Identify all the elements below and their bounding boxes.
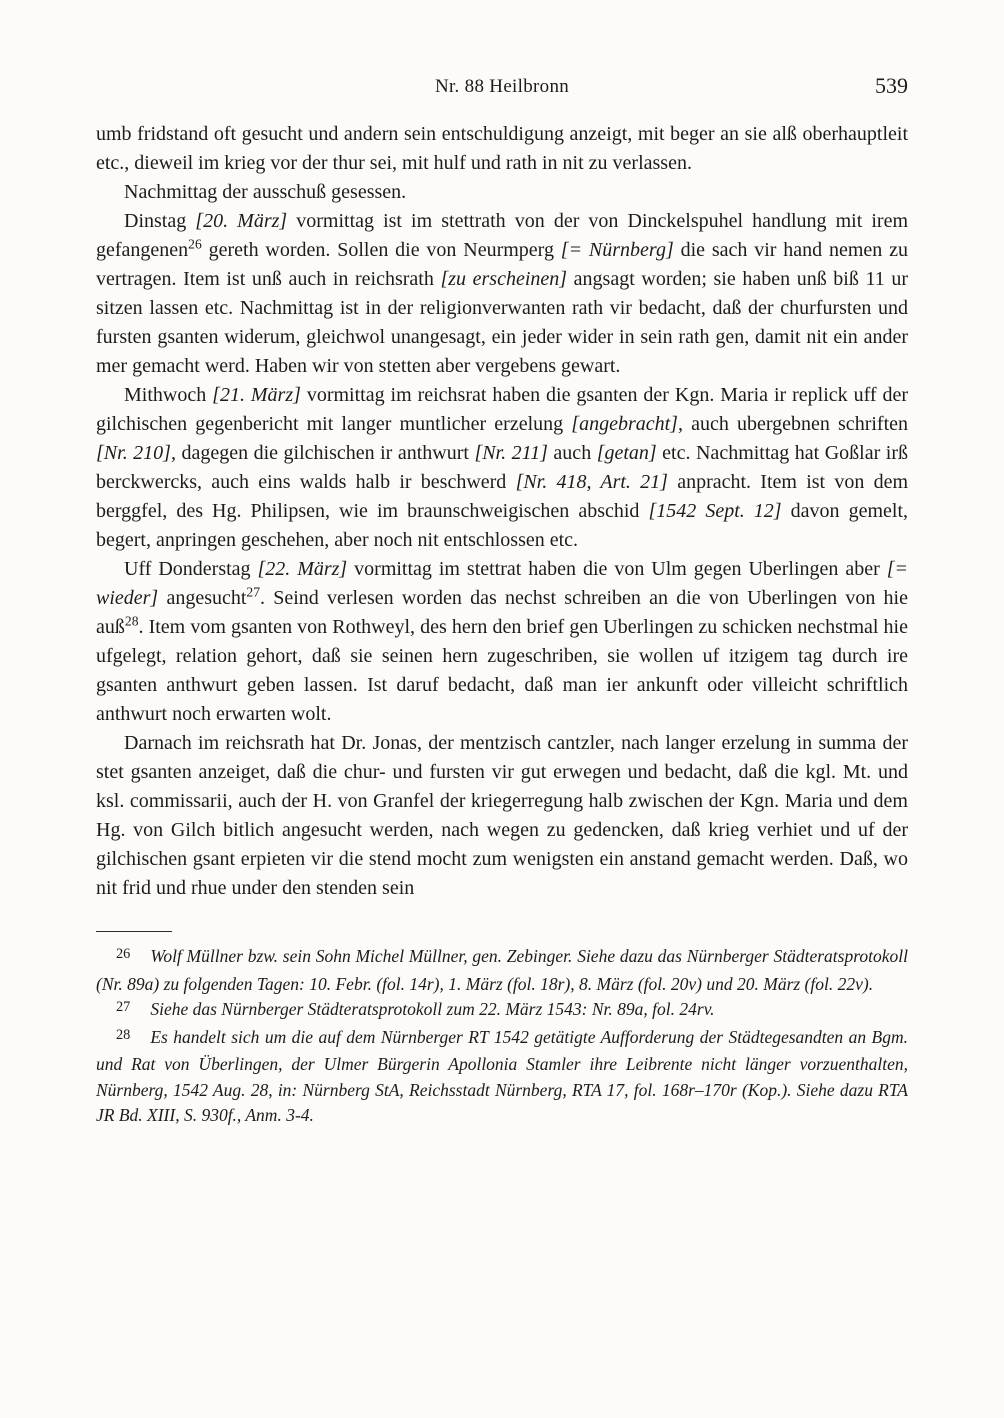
footnote-marker: 28 bbox=[124, 613, 139, 629]
paragraph: Uff Donderstag [22. März] vormittag im stettrat haben die von Ulm gegen Uberlingen aber [= wieder] angesucht$^{27}$. Seind verlesen worden das nechst schreiben an die von Uberlingen von hie auß$^{28}$. Item vom gsanten von Rothweyl, des hern den brief gen Uberlingen zu schicken nechstmal hie ufgelegt, relation gehort, daß sie seinen hern zugeschriben, sie wollen uf itzigem tag durch ire gsanten anthwurt geben lassen. Ist daruf bedacht, daß man ier ankunft oder villeicht schriftlich anthwurt noch erwarten wolt. bbox=[96, 558, 908, 725]
main-text bbox=[96, 120, 908, 903]
footnote-number: 26 bbox=[116, 946, 131, 962]
paragraph: Nachmittag der ausschuß gesessen. bbox=[124, 181, 407, 203]
paragraph: Dinstag [20. März] vormittag ist im stettrath von der von Dinckelspuhel handlung mit irem gefangenen$^{26}$ gereth worden. Sollen die von Neurmperg [= Nürnberg] die sach vir hand nemen zu vertragen. Item ist unß auch in reichsrath [zu erscheinen] angsagt worden; sie haben unß biß 11 ur sitzen lassen etc. Nachmittag ist in der religionverwanten rath vir bedacht, daß der churfursten und fursten gsanten widerum, gleichwol unangesagt, ein jeder wider in sein rath gen, damit nit ein ander mer gemacht werd. Haben wir von stetten aber vergebens gewart. bbox=[96, 210, 909, 377]
paragraph: Mithwoch [21. März] vormittag im reichsrat haben die gsanten der Kgn. Maria ir replick uff der gilchischen gegenbericht mit langer muntlicher erzelung [angebracht], auch ubergebnen schriften [Nr. 210], dagegen die gilchischen ir anthwurt [Nr. 211] auch [getan] etc. Nachmittag hat Goßlar irß berckwercks, auch eins walds halb ir beschwerd [Nr. 418, Art. 21] anpracht. Item ist von dem berggfel, des Hg. Philipsen, wie im braunschweigischen abschid [1542 Sept. 12] davon gemelt, begert, anpringen geschehen, aber noch nit entschlossen etc. bbox=[96, 384, 909, 551]
footnote: $^{28}$ Es handelt sich um die auf dem Nürnberger RT 1542 getätigte Aufforderung der Städtegesandten an Bgm. und Rat von Überlingen, der Ulmer Bürgerin Apollonia Stamler ihre Leibrente nicht länger vorzuenthalten, Nürnberg, 1542 Aug. 28, in: Nürnberg StA, Reichsstadt Nürnberg, RTA 17, fol. 168r–170r (Kop.). Siehe dazu RTA JR Bd. XIII, S. 930f., Anm. 3-4. bbox=[96, 1026, 908, 1125]
footnote: $^{27}$ Siehe das Nürnberger Städteratsprotokoll zum 22. März 1543: Nr. 89a, fol. 24rv. bbox=[116, 999, 715, 1019]
running-title: Nr. 88 Heilbronn bbox=[434, 76, 570, 97]
paragraph: Darnach im reichsrath hat Dr. Jonas, der mentzisch cantzler, nach langer erzelung in summa der stet gsanten anzeiget, daß die chur- und fursten vir gut erwegen und bedacht, daß die kgl. Mt. und ksl. commissarii, auch der H. von Granfel der kriegerregung halb zwischen der Kgn. Maria und dem Hg. von Gilch bitlich angesucht werden, nach wegen zu gedencken, daß krieg verhiet und uf der gilchischen gsant erpieten vir die stend mocht zum wenigsten ein anstand gemacht werden. Daß, wo nit frid und rhue under den stenden sein bbox=[96, 732, 908, 899]
footnote-number: 27 bbox=[116, 999, 131, 1015]
page-header bbox=[96, 73, 908, 108]
page-number: 539 bbox=[875, 73, 908, 98]
footnote: $^{26}$ Wolf Müllner bzw. sein Sohn Michel Müllner, gen. Zebinger. Siehe dazu das Nürnberger Städteratsprotokoll (Nr. 89a) zu folgenden Tagen: 10. Febr. (fol. 14r), 1. März (fol. 18r), 8. März (fol. 20v) und 20. März (fol. 22v). bbox=[96, 946, 908, 994]
footnote-divider bbox=[96, 931, 172, 932]
footnote-marker: 27 bbox=[246, 584, 261, 600]
footnote-number: 28 bbox=[116, 1026, 131, 1043]
paragraph: umb fridstand oft gesucht und andern sein entschuldigung anzeigt, mit beger an sie alß oberhauptleit etc., dieweil im krieg vor der thur sei, mit hulf und rath in nit zu verlassen. bbox=[96, 123, 908, 174]
footnote-marker: 26 bbox=[188, 236, 202, 252]
footnotes bbox=[96, 944, 908, 1129]
